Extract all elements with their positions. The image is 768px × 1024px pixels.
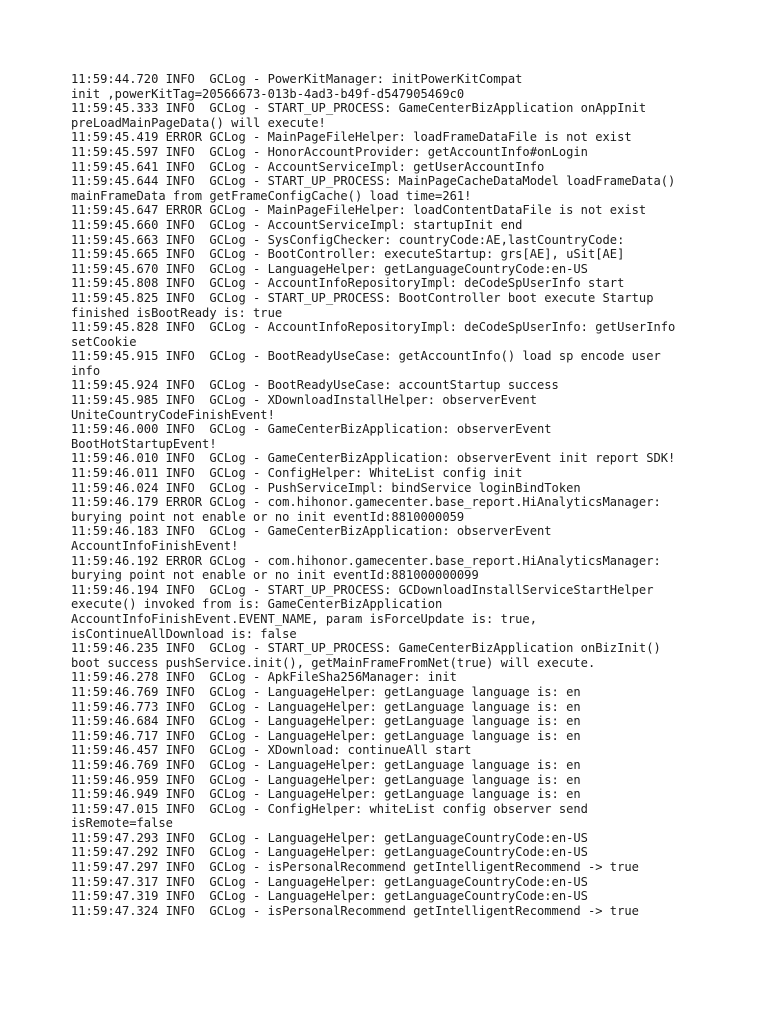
log-line: 11:59:46.179 ERROR GCLog - com.hihonor.gamecenter.base_report.HiAnalyticsManager: <box>71 495 661 510</box>
log-line: 11:59:46.011 INFO GCLog - ConfigHelper: WhiteList config init <box>71 466 523 481</box>
log-line: boot success pushService.init(), getMainFrameFromNet(true) will execute. <box>71 655 596 670</box>
log-line: 11:59:46.959 INFO GCLog - LanguageHelper: getLanguage language is: en <box>71 772 581 787</box>
log-line: 11:59:46.717 INFO GCLog - LanguageHelper: getLanguage language is: en <box>71 728 581 743</box>
log-line: 11:59:46.949 INFO GCLog - LanguageHelper: getLanguage language is: en <box>71 787 581 802</box>
log-line: 11:59:46.769 INFO GCLog - LanguageHelper: getLanguage language is: en <box>71 757 581 772</box>
log-line: 11:59:47.324 INFO GCLog - isPersonalRecommend getIntelligentRecommend -> true <box>71 903 639 918</box>
log-line: preLoadMainPageData() will execute! <box>71 115 326 130</box>
log-line: 11:59:46.194 INFO GCLog - START_UP_PROCESS: GCDownloadInstallServiceStartHelper <box>71 582 654 597</box>
log-line: 11:59:45.419 ERROR GCLog - MainPageFileHelper: loadFrameDataFile is not exist <box>71 130 632 145</box>
log-output <box>71 72 731 918</box>
log-line: init ,powerKitTag=20566673-013b-4ad3-b49f-d547905469c0 <box>71 86 465 101</box>
log-line: 11:59:46.000 INFO GCLog - GameCenterBizApplication: observerEvent <box>71 422 552 437</box>
log-line: burying point not enable or no init eventId:881000000099 <box>71 568 479 583</box>
log-line: 11:59:47.297 INFO GCLog - isPersonalRecommend getIntelligentRecommend -> true <box>71 860 639 875</box>
log-line: 11:59:46.183 INFO GCLog - GameCenterBizApplication: observerEvent <box>71 524 552 539</box>
log-line: info <box>71 363 101 378</box>
log-line: 11:59:45.915 INFO GCLog - BootReadyUseCase: getAccountInfo() load sp encode user <box>71 349 661 364</box>
log-line: 11:59:45.924 INFO GCLog - BootReadyUseCase: accountStartup success <box>71 378 559 393</box>
log-line: 11:59:46.235 INFO GCLog - START_UP_PROCESS: GameCenterBizApplication onBizInit() <box>71 641 661 656</box>
log-line: 11:59:45.808 INFO GCLog - AccountInfoRepositoryImpl: deCodeSpUserInfo start <box>71 276 625 291</box>
log-line: finished isBootReady is: true <box>71 305 283 320</box>
log-line: 11:59:44.720 INFO GCLog - PowerKitManager: initPowerKitCompat <box>71 72 523 86</box>
log-line: mainFrameData from getFrameConfigCache() load time=261! <box>71 188 472 203</box>
log-line: isContinueAllDownload is: false <box>71 626 297 641</box>
log-line: 11:59:47.292 INFO GCLog - LanguageHelper: getLanguageCountryCode:en-US <box>71 845 588 860</box>
log-line: 11:59:46.773 INFO GCLog - LanguageHelper: getLanguage language is: en <box>71 699 581 714</box>
log-line: 11:59:47.015 INFO GCLog - ConfigHelper: whiteList config observer send <box>71 801 588 816</box>
log-line: 11:59:45.597 INFO GCLog - HonorAccountProvider: getAccountInfo#onLogin <box>71 144 588 159</box>
log-line: execute() invoked from is: GameCenterBizApplication <box>71 597 443 612</box>
log-line: 11:59:46.278 INFO GCLog - ApkFileSha256Manager: init <box>71 670 457 685</box>
log-line: setCookie <box>71 334 137 349</box>
log-line: 11:59:46.024 INFO GCLog - PushServiceImpl: bindService loginBindToken <box>71 480 581 495</box>
log-line: 11:59:46.192 ERROR GCLog - com.hihonor.gamecenter.base_report.HiAnalyticsManager: <box>71 553 661 568</box>
log-line: 11:59:46.457 INFO GCLog - XDownload: continueAll start <box>71 743 472 758</box>
log-line: 11:59:45.644 INFO GCLog - START_UP_PROCESS: MainPageCacheDataModel loadFrameData() <box>71 174 676 189</box>
log-line: AccountInfoFinishEvent! <box>71 539 239 553</box>
log-line: 11:59:45.665 INFO GCLog - BootController: executeStartup: grs[AE], uSit[AE] <box>71 247 625 262</box>
log-line: 11:59:47.319 INFO GCLog - LanguageHelper: getLanguageCountryCode:en-US <box>71 889 588 904</box>
log-line: 11:59:47.317 INFO GCLog - LanguageHelper: getLanguageCountryCode:en-US <box>71 874 588 889</box>
log-line: burying point not enable or no init eventId:8810000059 <box>71 509 465 524</box>
log-line: BootHotStartupEvent! <box>71 436 217 451</box>
log-line: 11:59:45.647 ERROR GCLog - MainPageFileHelper: loadContentDataFile is not exist <box>71 203 647 218</box>
log-line: 11:59:45.660 INFO GCLog - AccountServiceImpl: startupInit end <box>71 217 523 232</box>
log-line: 11:59:45.828 INFO GCLog - AccountInfoRepositoryImpl: deCodeSpUserInfo: getUserInfo <box>71 320 676 335</box>
log-line: 11:59:47.293 INFO GCLog - LanguageHelper: getLanguageCountryCode:en-US <box>71 830 588 845</box>
log-line: AccountInfoFinishEvent.EVENT_NAME, param isForceUpdate is: true, <box>71 611 537 626</box>
log-line: isRemote=false <box>71 816 173 831</box>
log-line: 11:59:45.663 INFO GCLog - SysConfigChecker: countryCode:AE,lastCountryCode: <box>71 232 625 247</box>
log-line: UniteCountryCodeFinishEvent! <box>71 407 275 422</box>
log-line: 11:59:45.641 INFO GCLog - AccountServiceImpl: getUserAccountInfo <box>71 159 545 174</box>
log-line: 11:59:45.333 INFO GCLog - START_UP_PROCESS: GameCenterBizApplication onAppInit <box>71 101 647 116</box>
log-line: 11:59:46.769 INFO GCLog - LanguageHelper: getLanguage language is: en <box>71 684 581 699</box>
log-line: 11:59:46.010 INFO GCLog - GameCenterBizApplication: observerEvent init report SDK! <box>71 451 676 466</box>
log-line: 11:59:45.670 INFO GCLog - LanguageHelper: getLanguageCountryCode:en-US <box>71 261 588 276</box>
log-line: 11:59:45.985 INFO GCLog - XDownloadInstallHelper: observerEvent <box>71 393 537 408</box>
log-line: 11:59:45.825 INFO GCLog - START_UP_PROCESS: BootController boot execute Startup <box>71 290 654 305</box>
log-line: 11:59:46.684 INFO GCLog - LanguageHelper: getLanguage language is: en <box>71 714 581 729</box>
